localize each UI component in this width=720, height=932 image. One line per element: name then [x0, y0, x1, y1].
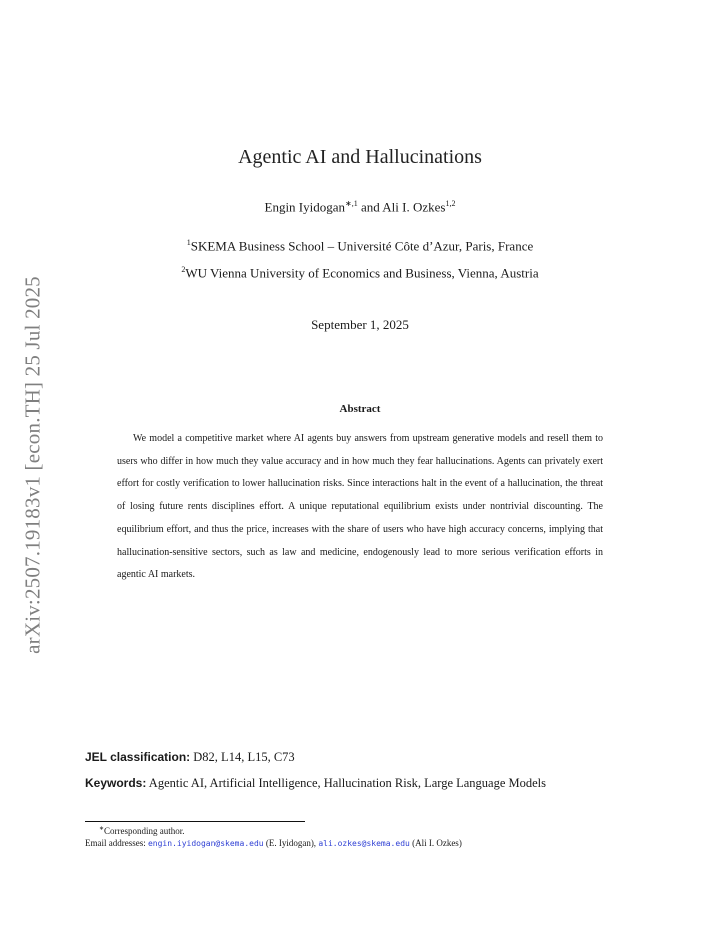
footnote-mark: ∗: [99, 826, 105, 832]
email-owner: (Ali I. Ozkes): [412, 838, 462, 848]
author-name: Engin Iyidogan: [264, 199, 346, 215]
email-link-iyidogan[interactable]: engin.iyidogan@skema.edu: [147, 839, 264, 848]
author-line: [0, 199, 720, 215]
affiliation-mark: 2: [181, 265, 186, 274]
paper-title: Agentic AI and Hallucinations: [238, 146, 482, 168]
footnote-divider: [85, 821, 305, 822]
affiliation-mark: 1: [186, 238, 191, 247]
affiliation-text: SKEMA Business School – Université Côte d’Azur, Paris, France: [190, 238, 534, 254]
email-addresses: [85, 838, 462, 848]
keywords-line: [85, 776, 645, 791]
abstract-body: We model a competitive market where AI agents buy answers from upstream generative models and resell them to users who differ in how much they value accuracy and in how much they fear hallucinations. Agents can privately exert effort for costly verification to lower hallucination risks. Since interactions halt in the event of a hallucination, the threat of losing future rents disciplines effort. A unique reputational equilibrium exists under nontrivial discounting. The equilibrium effort, and thus the price, increases with the share of users who have high accuracy concerns, implying that hallucination-sensitive sectors, such as law and medicine, endogenously lead to more serious verification efforts in agentic AI markets.: [117, 433, 603, 581]
abstract-heading: Abstract: [339, 403, 381, 415]
keywords-label: Keywords:: [85, 776, 147, 790]
jel-classification: [85, 750, 295, 765]
affiliation-text: WU Vienna University of Economics and Business, Vienna, Austria: [185, 265, 539, 281]
emails-label: Email addresses:: [85, 838, 146, 848]
author-affiliation-marks: 1,2: [445, 199, 456, 208]
footnote-text: Corresponding author.: [104, 826, 185, 836]
paper-date: September 1, 2025: [311, 317, 409, 332]
email-owner: (E. Iyidogan),: [265, 838, 317, 848]
jel-codes: D82, L14, L15, C73: [193, 750, 295, 764]
keywords-value: Agentic AI, Artificial Intelligence, Hallucination Risk, Large Language Models: [148, 776, 547, 790]
affiliation-1: [0, 238, 720, 254]
author-connector: and: [360, 199, 380, 215]
jel-label: JEL classification:: [85, 750, 191, 764]
arxiv-identifier-stamp: arXiv:2507.19183v1 [econ.TH] 25 Jul 2025: [20, 276, 45, 654]
author-affiliation-marks: ∗,1: [345, 199, 358, 208]
email-link-ozkes[interactable]: ali.ozkes@skema.edu: [318, 839, 410, 848]
affiliation-2: [0, 265, 720, 281]
author-name: Ali I. Ozkes: [382, 199, 446, 215]
corresponding-author-footnote: [99, 825, 185, 836]
